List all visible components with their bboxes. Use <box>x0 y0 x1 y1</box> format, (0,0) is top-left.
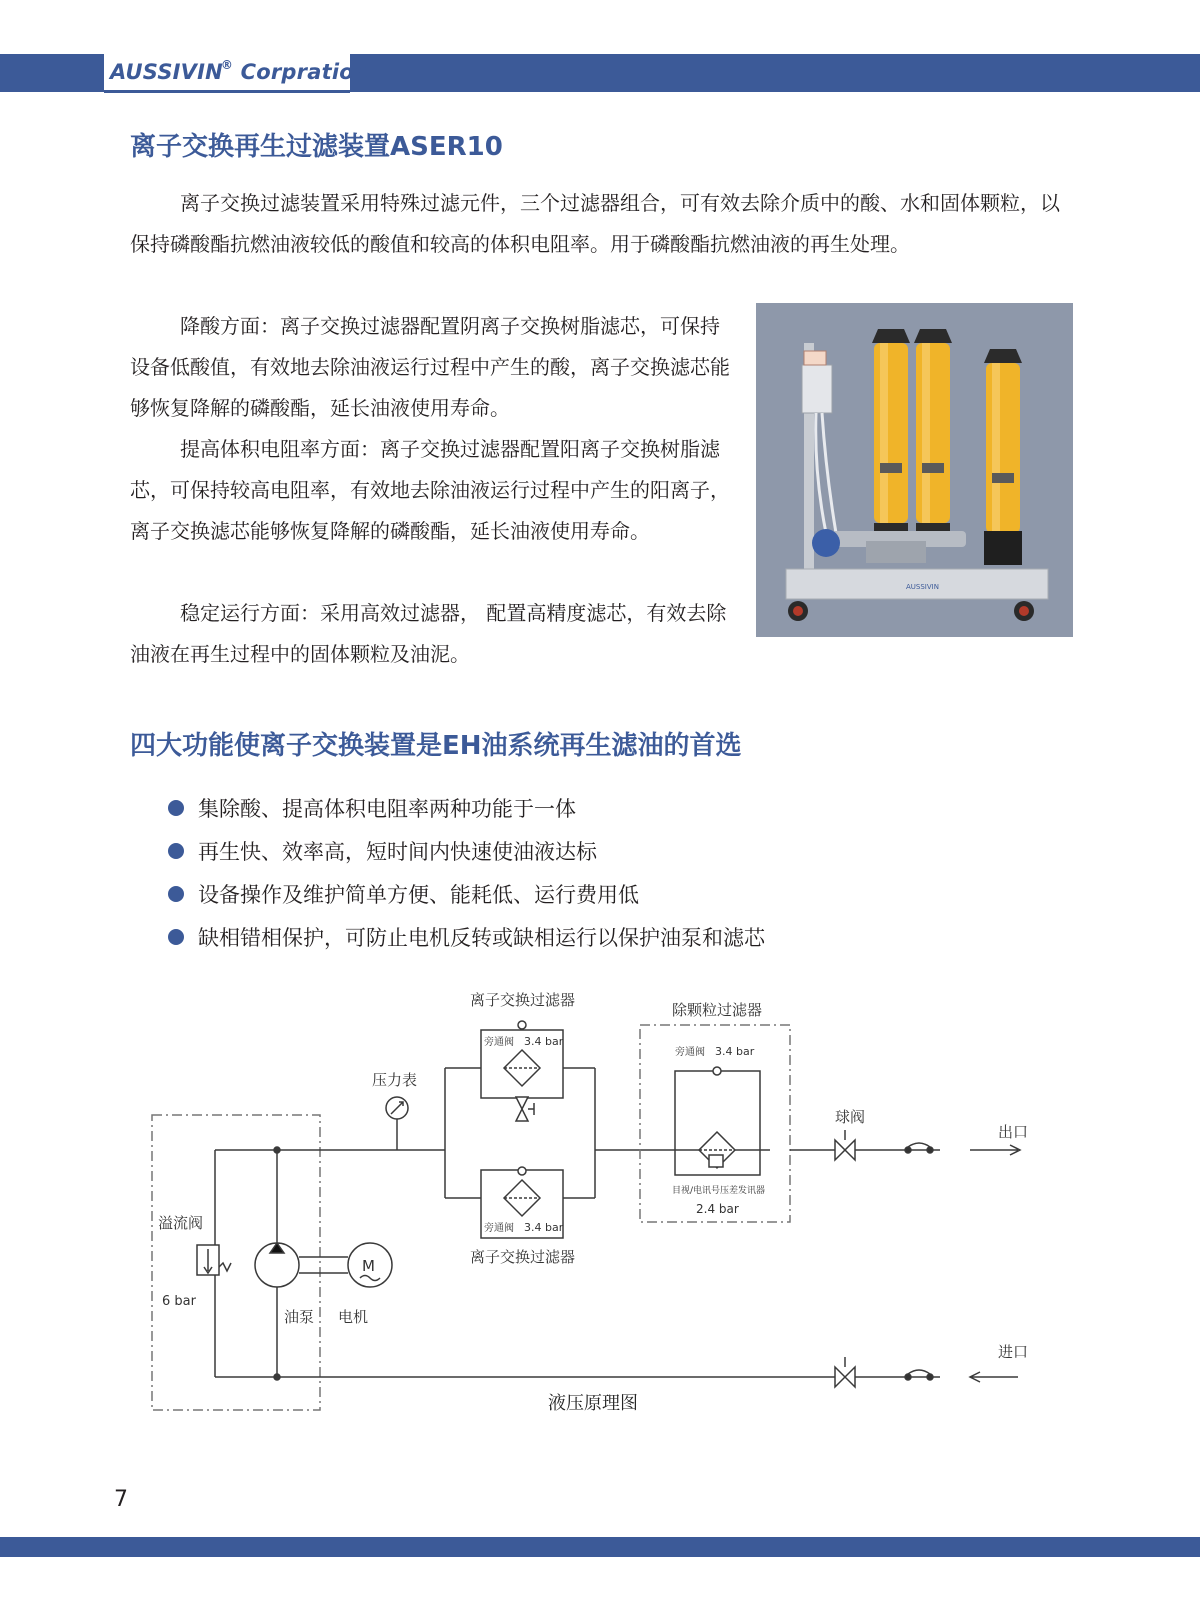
bullet-dot-icon <box>168 843 184 859</box>
feature-text: 集除酸、提高体积电阻率两种功能于一体 <box>198 796 576 821</box>
header-bar-right <box>350 54 1200 92</box>
photo-label: AUSSIVIN <box>906 583 939 591</box>
bullet-dot-icon <box>168 929 184 945</box>
indicator-label: 目视/电讯号压差发讯器 <box>672 1186 766 1196</box>
ion-filter-bottom-label: 离子交换过滤器 <box>470 1248 576 1266</box>
hydraulic-diagram <box>140 991 1080 1425</box>
indicator-pressure: 2.4 bar <box>696 1202 739 1216</box>
brand-suffix: Corpration <box>240 60 370 84</box>
page-number: 7 <box>114 1487 128 1512</box>
pump-label: 油泵 <box>284 1308 315 1326</box>
section-title-aser10: 离子交换再生过滤装置ASER10 <box>130 132 503 162</box>
ion-filter-top-label: 离子交换过滤器 <box>470 991 576 1009</box>
outlet-label: 出口 <box>998 1123 1029 1141</box>
product-photo <box>756 303 1073 637</box>
diagram-caption: 液压原理图 <box>548 1393 638 1414</box>
header-bar-left <box>0 54 104 92</box>
brand-name: AUSSIVIN <box>110 60 223 84</box>
pressure-gauge-label: 压力表 <box>372 1071 418 1089</box>
registered-mark: ® <box>220 58 234 72</box>
bullet-dot-icon <box>168 800 184 816</box>
list-item <box>168 786 765 829</box>
section-title-functions: 四大功能使离子交换装置是EH油系统再生滤油的首选 <box>130 731 742 761</box>
relief-pressure-label: 6 bar <box>162 1294 196 1309</box>
bypass-label-top: 旁通阀 <box>484 1037 514 1048</box>
stable-paragraph: 稳定运行方面：采用高效过滤器， 配置高精度滤芯，有效去除油液在再生过程中的固体颗粒及油泥。 <box>130 601 727 666</box>
feature-text: 设备操作及维护简单方便、能耗低、运行费用低 <box>198 882 639 907</box>
bullet-dot-icon <box>168 886 184 902</box>
motor-symbol: M <box>362 1257 375 1275</box>
brand-logo <box>110 60 369 92</box>
bypass-label-bottom: 旁通阀 <box>484 1223 514 1234</box>
particle-bypass-pressure: 3.4 bar <box>715 1045 755 1058</box>
bypass-pressure-top: 3.4 bar <box>524 1035 564 1048</box>
feature-list <box>168 786 765 958</box>
relief-valve-label: 溢流阀 <box>158 1214 204 1232</box>
particle-bypass-label: 旁通阀 <box>675 1047 705 1058</box>
ball-valve-label: 球阀 <box>835 1108 866 1126</box>
list-item <box>168 829 765 872</box>
footer-bar <box>0 1537 1200 1557</box>
feature-text: 再生快、效率高，短时间内快速使油液达标 <box>198 839 597 864</box>
feature-text: 缺相错相保护，可防止电机反转或缺相运行以保护油泵和滤芯 <box>198 925 765 950</box>
motor-label: 电机 <box>338 1308 369 1326</box>
intro-paragraph: 离子交换过滤装置采用特殊过滤元件，三个过滤器组合，可有效去除介质中的酸、水和固体颗粒，以保持磷酸酯抗燃油液较低的酸值和较高的体积电阻率。用于磷酸酯抗燃油液的再生处理。 <box>130 191 1060 256</box>
list-item <box>168 915 765 958</box>
bypass-pressure-bottom: 3.4 bar <box>524 1221 564 1234</box>
resistivity-paragraph: 提高体积电阻率方面：离子交换过滤器配置阳离子交换树脂滤芯，可保持较高电阻率，有效地去除油液运行过程中产生的阳离子，离子交换滤芯能够恢复降解的磷酸酯，延长油液使用寿命。 <box>130 437 730 543</box>
list-item <box>168 872 765 915</box>
particle-filter-label: 除颗粒过滤器 <box>672 1001 763 1019</box>
acid-paragraph: 降酸方面：离子交换过滤器配置阴离子交换树脂滤芯，可保持设备低酸值，有效地去除油液运行过程中产生的酸，离子交换滤芯能够恢复降解的磷酸酯，延长油液使用寿命。 <box>130 314 730 420</box>
inlet-label: 进口 <box>998 1343 1029 1361</box>
